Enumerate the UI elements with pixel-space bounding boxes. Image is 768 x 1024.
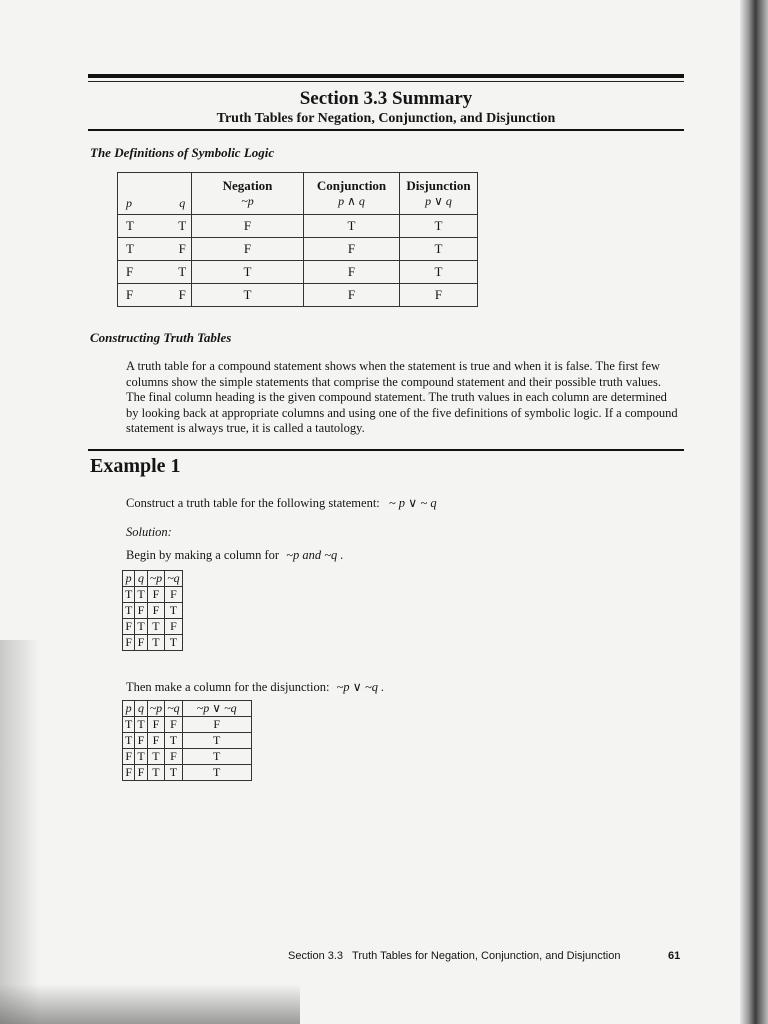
col-disjunction-symbol: p ∨ q (425, 194, 452, 208)
step2-line (126, 679, 384, 695)
table-cell: F (135, 635, 147, 651)
step2-text: Then make a column for the disjunction: (126, 680, 330, 694)
table-cell: F (118, 284, 174, 307)
table-header-cell: ~p ∨ ~q (182, 701, 251, 717)
example-prompt-line (126, 495, 437, 511)
table-cell: T (135, 749, 147, 765)
table-cell: F (123, 635, 135, 651)
table-cell: F (192, 215, 304, 238)
table-cell: F (174, 238, 192, 261)
table-cell: T (165, 635, 183, 651)
table-header-cell: q (135, 701, 147, 717)
table-cell: T (174, 215, 192, 238)
table-row (123, 733, 252, 749)
table-cell: F (135, 765, 147, 781)
truth-table-1 (122, 570, 183, 651)
constructing-heading: Constructing Truth Tables (90, 330, 232, 345)
table-cell: T (165, 733, 183, 749)
table-cell: T (135, 587, 147, 603)
table-cell: F (123, 619, 135, 635)
table-cell: F (304, 238, 400, 261)
step2-vars: ~p ∨ ~q . (336, 680, 385, 694)
table-cell: F (304, 261, 400, 284)
col-conjunction-name: Conjunction (316, 178, 387, 193)
table-cell: T (118, 215, 174, 238)
table-cell: T (192, 261, 304, 284)
table-cell: T (123, 587, 135, 603)
solution-label: Solution: (126, 525, 172, 539)
table-cell: T (400, 261, 478, 284)
table-header-cell: ~p (147, 701, 165, 717)
col-p-symbol: p (126, 196, 132, 210)
table-row (118, 284, 478, 307)
page-binding-edge (740, 0, 768, 1024)
table-row (123, 587, 183, 603)
table-cell: T (192, 284, 304, 307)
table-cell: F (123, 765, 135, 781)
col-q-symbol: q (179, 196, 186, 210)
table-cell: F (182, 717, 251, 733)
table-cell: F (147, 717, 165, 733)
table-cell: T (182, 765, 251, 781)
table-cell: F (304, 284, 400, 307)
scan-shadow-bottom (0, 984, 300, 1024)
page-title: Section 3.3 Summary (299, 88, 473, 109)
table-cell: T (118, 238, 174, 261)
definitions-heading: The Definitions of Symbolic Logic (90, 145, 275, 160)
table-row (118, 215, 478, 238)
table-cell: T (123, 603, 135, 619)
table-header-row (123, 571, 183, 587)
table-header-cell: p (123, 701, 135, 717)
table-header-cell: p (123, 571, 135, 587)
col-disjunction-name: Disjunction (406, 178, 471, 193)
table-cell: F (165, 717, 183, 733)
table-cell: F (400, 284, 478, 307)
table-cell: T (135, 717, 147, 733)
example-rule (88, 449, 684, 451)
table-row (123, 635, 183, 651)
table-cell: F (147, 733, 165, 749)
truth-table-2 (122, 700, 252, 781)
constructing-paragraph: A truth table for a compound statement shows when the statement is true and when it is false. The first few columns show the simple statements that comprise the compound statement and their possible truth values. The final column heading is the given compound statement. The truth values in each column are determined by looking back at appropriate columns and using one of the five definitions of symbolic logic. If a compound statement is always true, it is called a tautology. (126, 359, 678, 435)
table-row (118, 238, 478, 261)
table-row (123, 717, 252, 733)
table-cell: T (165, 765, 183, 781)
table-header-cell: ~q (165, 701, 183, 717)
table-cell: F (147, 587, 165, 603)
table-cell: T (400, 238, 478, 261)
footer-text: Section 3.3 Truth Tables for Negation, Conjunction, and Disjunction (288, 950, 621, 962)
table-cell: F (147, 603, 165, 619)
table-cell: T (147, 749, 165, 765)
table-header-cell: ~q (165, 571, 183, 587)
table-row (123, 619, 183, 635)
table-cell: T (182, 733, 251, 749)
table-cell: F (135, 603, 147, 619)
col-negation-symbol: ~p (241, 194, 254, 208)
table-cell: F (123, 749, 135, 765)
example-title: Example 1 (90, 455, 181, 477)
example-statement: ~ p ∨ ~ q (388, 496, 437, 510)
page-subtitle: Truth Tables for Negation, Conjunction, and Disjunction (216, 111, 556, 126)
table-row (118, 261, 478, 284)
table-cell: F (165, 587, 183, 603)
table-cell: F (135, 733, 147, 749)
table-row (123, 765, 252, 781)
top-rule (88, 74, 684, 78)
table-row (123, 749, 252, 765)
table-cell: T (304, 215, 400, 238)
table-cell: T (174, 261, 192, 284)
scan-shadow-left (0, 640, 40, 1024)
table-row (123, 603, 183, 619)
table-cell: T (147, 635, 165, 651)
table-cell: F (174, 284, 192, 307)
table-cell: T (400, 215, 478, 238)
top-rule-thin (88, 81, 684, 82)
table-cell: T (135, 619, 147, 635)
table-cell: T (123, 733, 135, 749)
definitions-table (117, 172, 478, 307)
table-header-cell: ~p (147, 571, 165, 587)
table-cell: F (165, 749, 183, 765)
table-cell: F (192, 238, 304, 261)
page-number: 61 (668, 950, 681, 962)
table-cell: T (147, 765, 165, 781)
step1-line (126, 548, 344, 563)
table-cell: T (182, 749, 251, 765)
table-cell: F (118, 261, 174, 284)
definitions-header-row (118, 173, 478, 215)
table-cell: T (165, 603, 183, 619)
example-prompt: Construct a truth table for the following statement: (126, 496, 380, 510)
table-cell: T (147, 619, 165, 635)
col-negation-name: Negation (222, 178, 273, 193)
table-header-row (123, 701, 252, 717)
table-cell: T (123, 717, 135, 733)
step1-text: Begin by making a column for (126, 548, 280, 562)
table-header-cell: q (135, 571, 147, 587)
table-cell: F (165, 619, 183, 635)
title-rule (88, 129, 684, 131)
col-conjunction-symbol: p ∧ q (338, 194, 365, 208)
step1-vars: ~p and ~q . (286, 548, 344, 562)
